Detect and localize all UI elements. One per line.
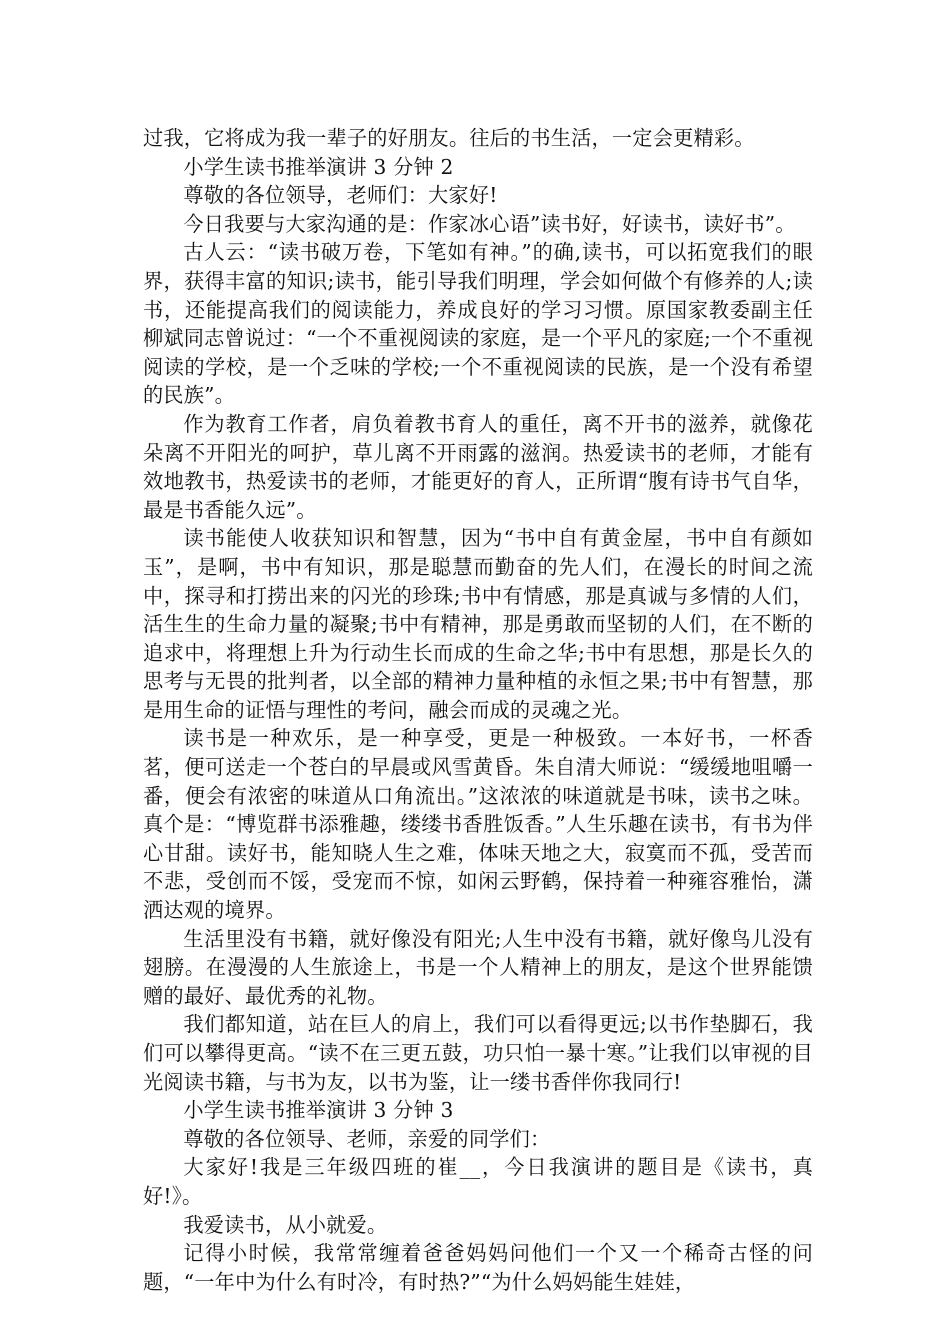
section-heading-2: 小学生读书推举演讲 3 分钟 2 [183,154,454,179]
paragraph: 读书能使人收获知识和智慧，因为“书中自有黄金屋，书中自有颜如玉”，是啊，书中有知识，那是聪慧而勤奋的先人们，在漫长的时间之流中，探寻和打捞出来的闪光的珍珠;书中有情感，那是真诚与多情的人们，活生生的生命力量的凝聚;书中有精神，那是勇敢而坚韧的人们，在不断的追求中，将理想上升为行动生长而成的生命之华;书中有思想，那是长久的思考与无畏的批判者，以全部的精神力量种植的永恒之果;书中有智慧，那是用生命的证悟与理性的考问，融会而成的灵魂之光。 [143,526,813,722]
paragraph: 我爱读书，从小就爱。 [183,1212,388,1237]
paragraph-continuation: 过我，它将成为我一辈子的好朋友。往后的书生活，一定会更精彩。 [143,126,755,150]
document-body [143,124,813,1296]
paragraph: 记得小时候，我常常缠着爸爸妈妈问他们一个又一个稀奇古怪的问题，“一年中为什么有时冷，有时热?”“为什么妈妈能生娃娃， [143,1241,813,1294]
paragraph: 大家好!我是三年级四班的崔__，今日我演讲的题目是《读书，真好!》。 [143,1155,813,1208]
paragraph: 读书是一种欢乐，是一种享受，更是一种极致。一本好书，一杯香茗，便可送走一个苍白的早晨或风雪黄昏。朱自清大师说：“缓缓地咀嚼一番，便会有浓密的味道从口角流出。”这浓浓的味道就是书味，读书之味。真个是：“博览群书添雅趣，缕缕书香胜饭香。”人生乐趣在读书，有书为伴心甘甜。读好书，能知晓人生之难，体味天地之大，寂寞而不孤，受苦而不悲，受创而不馁，受宠而不惊，如闲云野鹤，保持着一种雍容雅怡，潇洒达观的境界。 [143,726,813,923]
paragraph: 今日我要与大家沟通的是：作家冰心语”读书好，好读书，读好书”。 [183,211,796,236]
paragraph: 古人云：“读书破万卷，下笔如有神。”的确,读书，可以拓宽我们的眼界，获得丰富的知识;读书，能引导我们明理，学会如何做个有修养的人;读书，还能提高我们的阅读能力，养成良好的学习习惯。原国家教委副主任柳斌同志曾说过：“一个不重视阅读的家庭，是一个平凡的家庭;一个不重视阅读的学校，是一个乏味的学校;一个不重视阅读的民族，是一个没有希望的民族”。 [143,240,813,408]
paragraph: 尊敬的各位领导，老师们：大家好! [183,183,498,208]
section-heading-3: 小学生读书推举演讲 3 分钟 3 [183,1098,454,1123]
paragraph: 作为教育工作者，肩负着教书育人的重任，离不开书的滋养，就像花朵离不开阳光的呵护，草儿离不开雨露的滋润。热爱读书的老师，才能有效地教书，热爱读书的老师，才能更好的育人，正所谓“腹有诗书气自华，最是书香能久远”。 [143,411,813,522]
paragraph: 我们都知道，站在巨人的肩上，我们可以看得更远;以书作垫脚石，我们可以攀得更高。“读不在三更五鼓，功只怕一暴十寒。”让我们以审视的目光阅读书籍，与书为友，以书为鉴，让一缕书香伴你我同行! [143,1012,813,1094]
paragraph: 生活里没有书籍，就好像没有阳光;人生中没有书籍，就好像鸟儿没有翅膀。在漫漫的人生旅途上，书是一个人精神上的朋友，是这个世界能馈赠的最好、最优秀的礼物。 [143,926,813,1008]
paragraph: 尊敬的各位领导、老师，亲爱的同学们： [183,1126,551,1151]
